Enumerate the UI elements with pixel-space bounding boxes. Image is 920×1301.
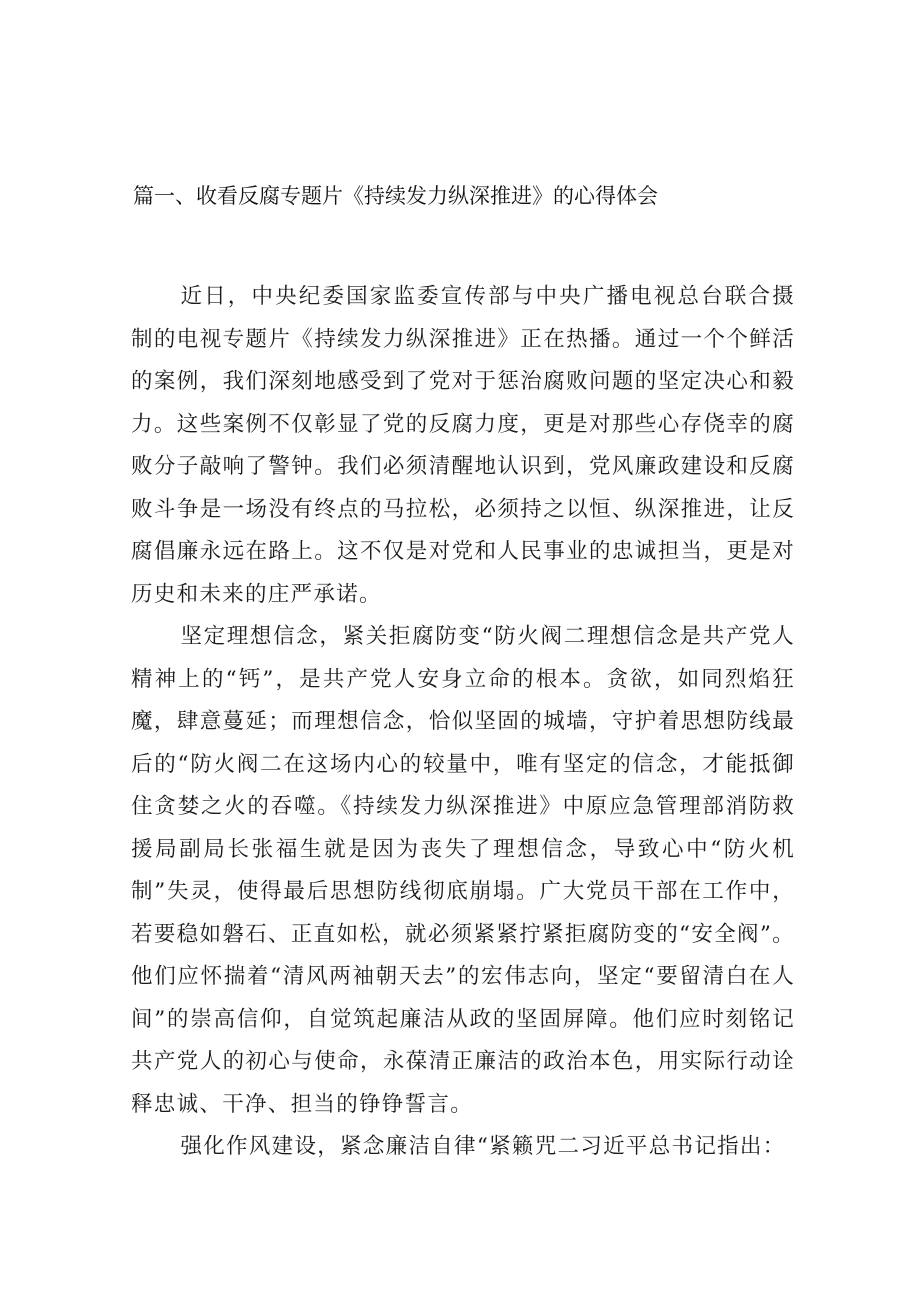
paragraph-ideals: 坚定理想信念，紧关拒腐防变“防火阀二理想信念是共产党人精神上的“钙”，是共产党人安身立命的根本。贪欲，如同烈焰狂魔，肆意蔓延；而理想信念，恰似坚固的城墙，守护着思想防线最后的“防火阀二在这场内心的较量中，唯有坚定的信念，才能抵御住贪婪之火的吞噬。《持续发力纵深推进》中原应急管理部消防救援局副局长张福生就是因为丧失了理想信念，导致心中“防火机制”失灵，使得最后思想防线彻底崩塌。广大党员干部在工作中，若要稳如磐石、正直如松，就必须紧紧拧紧拒腐防变的“安全阀”。他们应怀揣着“清风两袖朝天去”的宏伟志向，坚定“要留清白在人间”的崇高信仰，自觉筑起廉洁从政的坚固屏障。他们应时刻铭记共产党人的初心与使命，永葆清正廉洁的政治本色，用实际行动诠释忠诚、干净、担当的铮铮誓言。 (131, 624, 795, 1117)
document-body (131, 276, 795, 1169)
paragraph-conduct: 强化作风建设，紧念廉洁自律“紧籁咒二习近平总书记指出： (180, 1134, 786, 1159)
document-title: 篇一、收看反腐专题片《持续发力纵深推进》的心得体会 (133, 184, 658, 208)
paragraph-intro: 近日，中央纪委国家监委宣传部与中央广播电视总台联合摄制的电视专题片《持续发力纵深推进》正在热播。通过一个个鲜活的案例，我们深刻地感受到了党对于惩治腐败问题的坚定决心和毅力。这些案例不仅彰显了党的反腐力度，更是对那些心存侥幸的腐败分子敲响了警钟。我们必须清醒地认识到，党风廉政建设和反腐败斗争是一场没有终点的马拉松，必须持之以恒、纵深推进，让反腐倡廉永远在路上。这不仅是对党和人民事业的忠诚担当，更是对历史和未来的庄严承诺。 (131, 284, 795, 607)
